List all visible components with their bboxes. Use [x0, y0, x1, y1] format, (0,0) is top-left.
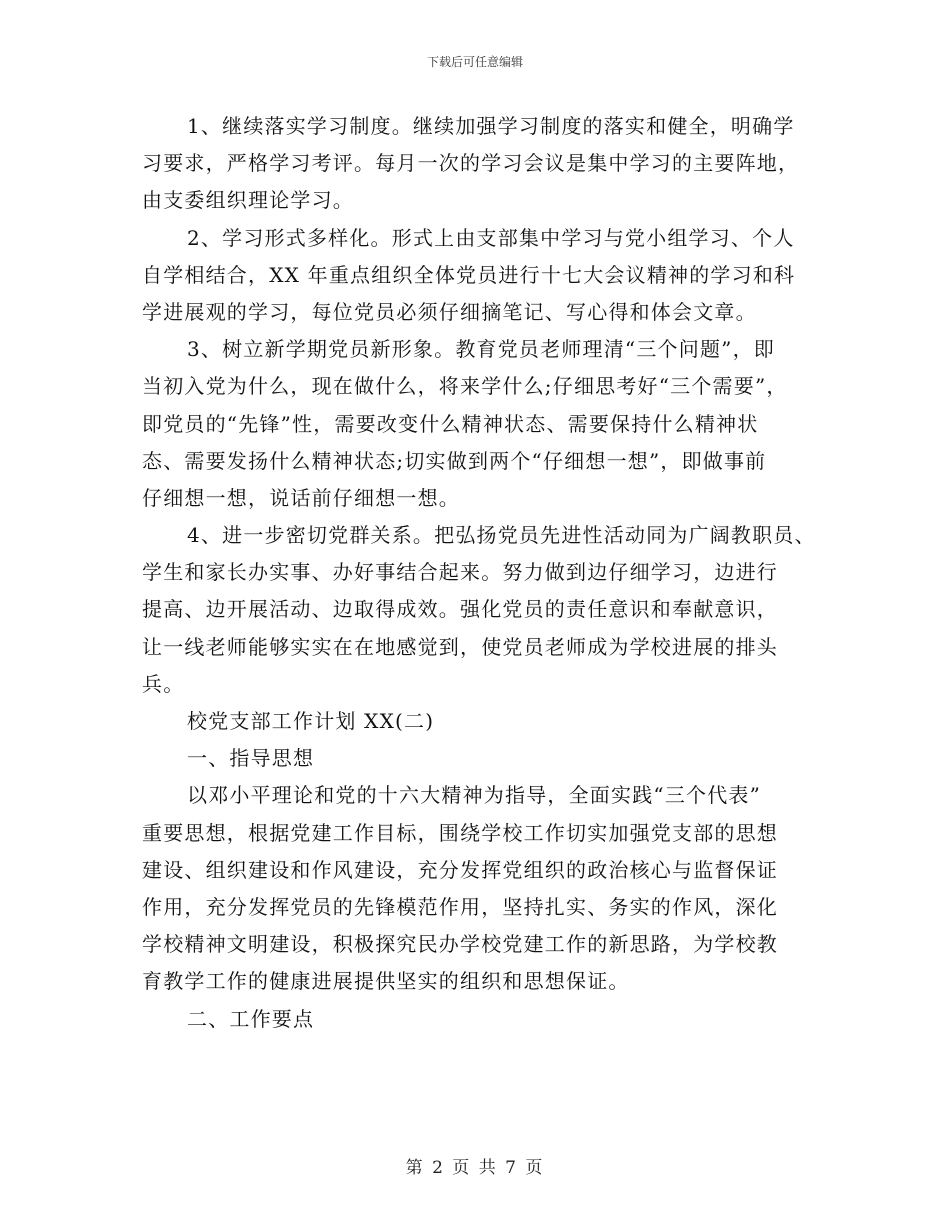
paragraph-line: 当初入党为什么，现在做什么，将来学什么;仔细思考好“三个需要”， — [142, 374, 788, 399]
paragraph-line: 学生和家长办实事、办好事结合起来。努力做到边仔细学习，边进行 — [142, 560, 778, 585]
paragraph-line: 以邓小平理论和党的十六大精神为指导，全面实践“三个代表” — [187, 783, 762, 808]
paragraph-line: 让一线老师能够实实在在地感觉到，使党员老师成为学校进展的排头 — [142, 634, 778, 659]
paragraph-line: 3、树立新学期党员新形象。教育党员老师理清“三个问题”，即 — [187, 337, 775, 362]
paragraph-line: 作用，充分发挥党员的先锋模范作用，坚持扎实、务实的作风，深化 — [142, 894, 778, 919]
paragraph-line: 学进展观的学习，每位党员必须仔细摘笔记、写心得和体会文章。 — [142, 299, 757, 324]
page-number: 第 2 页 共 7 页 — [405, 1158, 545, 1178]
paragraph-line: 4、进一步密切党群关系。把弘扬党员先进性活动同为广阔教职员、 — [187, 523, 816, 548]
page-header-note: 下载后可任意编辑 — [426, 55, 523, 69]
paragraph-line: 育教学工作的健康进展提供坚实的组织和思想保证。 — [142, 969, 630, 994]
paragraph-line: 提高、边开展活动、边取得成效。强化党员的责任意识和奉献意识， — [142, 597, 778, 622]
paragraph-line: 自学相结合，XX 年重点组织全体党员进行十七大会议精神的学习和科 — [142, 262, 796, 287]
section-heading: 一、指导思想 — [187, 746, 315, 771]
paragraph-line: 由支委组织理论学习。 — [142, 188, 354, 213]
paragraph-line: 习要求，严格学习考评。每月一次的学习会议是集中学习的主要阵地， — [142, 151, 800, 176]
section-title: 校党支部工作计划 XX(二) — [187, 709, 435, 733]
section-heading: 二、工作要点 — [187, 1006, 315, 1031]
paragraph-line: 兵。 — [142, 671, 185, 696]
paragraph-line: 仔细想一想，说话前仔细想一想。 — [142, 485, 460, 510]
paragraph-line: 建设、组织建设和作风建设，充分发挥党组织的政治核心与监督保证 — [142, 857, 778, 882]
paragraph-line: 重要思想，根据党建工作目标，围绕学校工作切实加强党支部的思想 — [142, 820, 778, 845]
paragraph-line: 即党员的“先锋”性，需要改变什么精神状态、需要保持什么精神状 — [142, 411, 759, 436]
paragraph-line: 2、学习形式多样化。形式上由支部集中学习与党小组学习、个人 — [187, 225, 795, 250]
paragraph-line: 态、需要发扬什么精神状态;切实做到两个“仔细想一想”，即做事前 — [142, 448, 767, 473]
paragraph-line: 1、继续落实学习制度。继续加强学习制度的落实和健全，明确学 — [187, 114, 795, 138]
paragraph-line: 学校精神文明建设，积极探究民办学校党建工作的新思路，为学校教 — [142, 932, 778, 957]
document-body — [142, 108, 842, 1038]
